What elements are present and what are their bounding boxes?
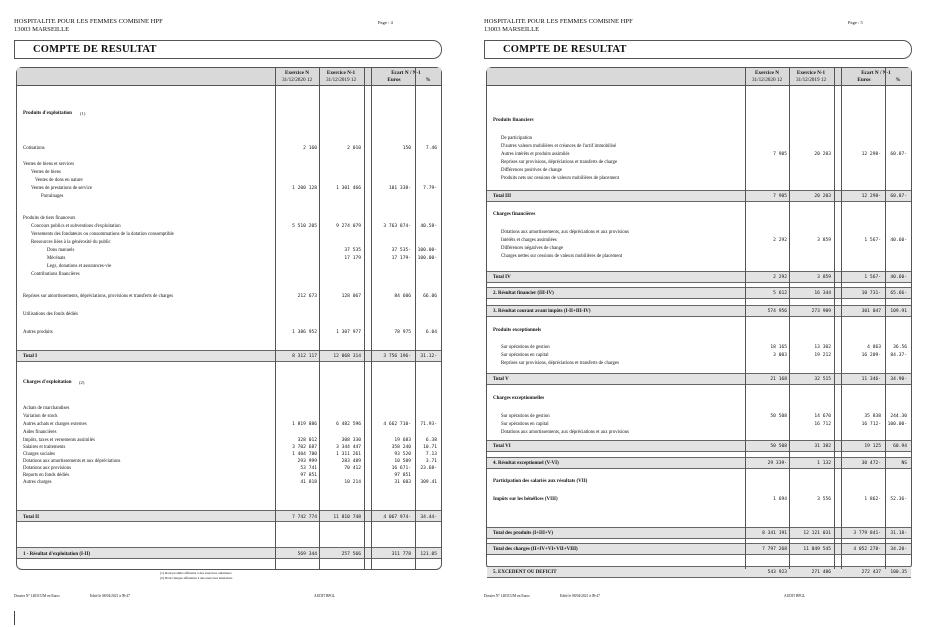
page-number: Page : 5: [848, 20, 863, 25]
row-label: Ventes de prestations de service: [31, 186, 93, 191]
cell-pct: 40.60-: [890, 275, 907, 280]
cell-n: 97 851: [300, 473, 317, 478]
org-city: 13003 MARSEILLE: [14, 26, 70, 33]
cell-eur: 10 509: [394, 459, 411, 464]
cell-n: 574 956: [767, 309, 787, 314]
column-divider: [789, 68, 790, 569]
cell-pct: 60.94: [893, 444, 907, 449]
cell-n: 1 404 780: [292, 452, 317, 457]
row-label: Charges d'exploitation: [23, 380, 72, 385]
page-number: Page : 4: [378, 20, 393, 25]
cell-pct: 31.12-: [420, 354, 437, 359]
row-label: Total IV: [493, 275, 511, 280]
row-label: Utilisations des fonds dédiés: [23, 312, 79, 317]
row-label: Produits d'exploitation: [23, 111, 72, 116]
cell-eur: 16 712-: [861, 422, 881, 427]
row-label: Reprises sur provisions, dépréciations et transferts de charge: [501, 160, 618, 165]
row-label: Autres achats et charges externes: [23, 422, 87, 427]
cell-n: 5 612: [773, 291, 787, 296]
cell-n1: 17 179: [344, 256, 361, 261]
column-divider: [371, 68, 372, 569]
cell-n: 1 694: [773, 497, 787, 502]
cell-eur: 16 209-: [861, 353, 881, 358]
cell-pct: 6.04: [425, 330, 437, 335]
cell-n: 2 292: [773, 238, 787, 243]
footer-dossier: Dossier N° 1405CUM en Euros: [484, 594, 530, 598]
cell-n1: 271 486: [811, 570, 831, 575]
cell-pct: 66.06: [423, 294, 437, 299]
cell-eur: 1 862-: [864, 497, 881, 502]
cell-eur: 4 052 278-: [853, 547, 881, 552]
row-label: Reprises sur provisions, dépréciations et transferts de charges: [501, 361, 619, 366]
cell-eur: 4 863: [867, 345, 881, 350]
col-ex-n: Exercice N: [755, 70, 779, 76]
org-city: 13003 MARSEILLE: [484, 26, 540, 33]
cell-n: 3 702 687: [292, 445, 317, 450]
row-label: D'autres valeurs mobilières et créances de l'actif immobilisé: [501, 144, 617, 149]
column-divider: [275, 68, 276, 569]
cell-n1: 128 067: [341, 294, 361, 299]
cell-n: 7 905: [773, 194, 787, 199]
cell-pct: 7.46: [425, 146, 437, 151]
cell-n1: 1 301 466: [336, 186, 361, 191]
row-label: Total I: [23, 354, 38, 359]
cell-pct: 34.90-: [890, 377, 907, 382]
total-band: [17, 350, 441, 362]
row-label: Total VI: [493, 444, 511, 449]
cell-pct: 65.66-: [890, 291, 907, 296]
cell-n1: 11 810 748: [333, 515, 361, 520]
cell-eur: 12 298-: [861, 152, 881, 157]
cell-pct: NS: [901, 461, 907, 466]
cell-n1: 3 859: [817, 275, 831, 280]
cell-n1: 70 412: [344, 466, 361, 471]
cell-eur: 78 975: [394, 330, 411, 335]
cell-eur: 97 851: [394, 473, 411, 478]
cell-pct: 244.30: [890, 414, 907, 419]
cell-n: 8 341 191: [762, 531, 787, 536]
cell-n: 7 797 268: [762, 547, 787, 552]
cell-pct: 71.93-: [420, 422, 437, 427]
org-name: HOSPITALITE POUR LES FEMMES COMBINE HPF: [14, 18, 163, 25]
row-label: De participation: [501, 136, 533, 141]
col-euros: Euros: [857, 77, 871, 83]
row-label: Parrainages: [41, 194, 64, 199]
col-ex-n-date: 31/12/2020 12: [751, 77, 783, 83]
footnote-2: (2) Dont charges afférentes à des exercices antérieurs: [160, 576, 233, 580]
row-label: 5. EXCEDENT OU DEFICIT: [493, 570, 557, 575]
column-divider: [364, 68, 365, 569]
cell-eur: 19 683: [394, 438, 411, 443]
cell-pct: 100.00-: [887, 422, 907, 427]
row-label: Dotations aux amortissements et aux dépréciations: [23, 459, 121, 464]
row-label: Sur opérations de gestion: [501, 345, 550, 350]
cell-eur: 30 472-: [861, 461, 881, 466]
row-label: Total III: [493, 194, 512, 199]
footnote-1: (1) Dont produits afférents à des exercices antérieurs: [160, 571, 232, 575]
cell-n: 2 160: [303, 146, 317, 151]
row-label: Reports en fonds dédiés: [23, 473, 69, 478]
cell-n: 3 003: [773, 353, 787, 358]
cell-n: 1 200 128: [292, 186, 317, 191]
row-label: Intérêts et charges assimilées: [501, 238, 557, 243]
footer-dossier: Dossier N° 1405CUM en Euros: [14, 594, 60, 598]
row-label: Dotations aux amortissements, aux dépréciations et aux provisions: [501, 430, 629, 435]
cell-n: 21 168: [770, 377, 787, 382]
cell-n: 1 819 886: [292, 422, 317, 427]
table-header: [487, 68, 911, 86]
cell-eur: 3 756 196-: [383, 354, 411, 359]
cell-n1: 9 274 079: [336, 224, 361, 229]
col-pct: %: [895, 77, 901, 83]
statement-page-left: [14, 0, 469, 600]
cell-pct: 23.68-: [420, 466, 437, 471]
cell-n1: 283 489: [341, 459, 361, 464]
row-label: Achats de marchandises: [23, 406, 70, 411]
row-label: Autres charges: [23, 480, 52, 485]
cell-n1: 257 566: [341, 552, 361, 557]
cell-pct: 10.71: [423, 445, 437, 450]
cell-n: 1 386 952: [292, 330, 317, 335]
total-band: [487, 190, 911, 202]
column-divider: [841, 68, 842, 569]
page-title: COMPTE DE RESULTAT: [503, 44, 627, 55]
cell-pct: 60.87-: [890, 194, 907, 199]
cell-eur: 35 838: [864, 414, 881, 419]
footer-edition: Edité le 08/04/2021 à 09:47: [90, 594, 130, 598]
column-divider: [834, 68, 835, 569]
row-label: Différences positives de change: [501, 168, 563, 173]
col-ex-n: Exercice N: [285, 70, 309, 76]
org-name: HOSPITALITE POUR LES FEMMES COMBINE HPF: [484, 18, 633, 25]
row-label: Aides financières: [23, 430, 57, 435]
row-label: Variation de stock: [23, 414, 58, 419]
row-label: Total V: [493, 377, 509, 382]
cell-eur: 17 179-: [391, 256, 411, 261]
footer-auditor: AUDIT BPGL: [314, 594, 336, 598]
cell-n1: 6 482 596: [336, 422, 361, 427]
row-label: Ventes de dons en nature: [35, 178, 83, 183]
cell-pct: 34.20-: [890, 547, 907, 552]
cell-eur: 311 778: [391, 552, 411, 557]
row-label: Versements des fondateurs ou consommations de la dotation consomptible: [31, 232, 174, 237]
col-ecart: Ecart N / N-1: [861, 70, 891, 76]
cell-n: 8 312 117: [292, 354, 317, 359]
cell-n: 29 339-: [767, 461, 787, 466]
column-divider: [415, 68, 416, 569]
cell-eur: 4 067 974-: [383, 515, 411, 520]
row-label: Dons manuels: [47, 248, 75, 253]
cell-eur: 10 731-: [861, 291, 881, 296]
total-band: [487, 271, 911, 283]
cell-eur: 101 338-: [388, 186, 411, 191]
row-label: Dotations aux amortissements, aux dépréciations et aux provisions: [501, 230, 629, 235]
cell-n1: 19 212: [814, 353, 831, 358]
cell-n1: 16 712: [814, 422, 831, 427]
row-label: 2. Résultat financier (III-IV): [493, 291, 554, 296]
cell-eur: 3 763 874-: [383, 224, 411, 229]
cell-eur: 272 437: [861, 570, 881, 575]
row-label: Legs, donations et assurances-vie: [47, 264, 112, 269]
cell-n: 53 741: [300, 466, 317, 471]
cell-n: 569 344: [297, 552, 317, 557]
cell-pct: 100.00-: [417, 248, 437, 253]
row-label: Charges nettes sur cessions de valeurs mobilières de placement: [501, 254, 623, 259]
cell-pct: 34.44-: [420, 515, 437, 520]
row-label: Participation des salariés aux résultats (VII): [493, 479, 588, 484]
cell-pct: 100.35: [890, 570, 907, 575]
row-label: Salaires et traitements: [23, 445, 66, 450]
column-divider: [885, 68, 886, 569]
column-divider: [745, 68, 746, 569]
cell-n1: 1 311 261: [336, 452, 361, 457]
cell-eur: 37 535-: [391, 248, 411, 253]
cell-n1: 2 010: [347, 146, 361, 151]
row-label: Reprises sur amortissements, dépréciations, provisions et transferts de charges: [23, 294, 174, 299]
cell-n: 50 508: [770, 414, 787, 419]
col-ex-n1: Exercice N-1: [796, 70, 826, 76]
row-label: Mécénats: [47, 256, 66, 261]
cell-n1: 3 344 447: [336, 445, 361, 450]
row-label: Sur opérations de gestion: [501, 414, 550, 419]
row-label: Produits de tiers financeurs: [23, 216, 76, 221]
title-box: [484, 40, 912, 59]
cell-eur: 31 603: [394, 480, 411, 485]
row-label: Contributions financières: [31, 272, 80, 277]
cell-n: 7 905: [773, 152, 787, 157]
row-label: Produits nets sur cessions de valeurs mobilières de placement: [501, 176, 620, 181]
cell-n1: 10 214: [344, 480, 361, 485]
cell-n1: 1 307 977: [336, 330, 361, 335]
cell-eur: 84 606: [394, 294, 411, 299]
total-band: [487, 440, 911, 452]
cell-pct: 7.79-: [423, 186, 437, 191]
cell-n: 18 165: [770, 345, 787, 350]
cell-eur: 12 298-: [861, 194, 881, 199]
cell-n1: 3 859: [817, 238, 831, 243]
footer-edition: Edité le 08/04/2021 à 09:47: [560, 594, 600, 598]
cell-n1: 32 515: [814, 377, 831, 382]
cell-n1: 20 203: [814, 152, 831, 157]
cell-n1: 12 121 031: [803, 531, 831, 536]
cell-pct: 309.41: [420, 480, 437, 485]
cell-eur: 301 047: [861, 309, 881, 314]
total-band: [17, 510, 441, 522]
cell-n1: 16 344: [814, 291, 831, 296]
cell-n1: 14 670: [814, 414, 831, 419]
row-label: Total des produits (I+III+V): [493, 531, 554, 536]
footer-auditor: AUDIT BPGL: [784, 594, 806, 598]
cell-eur: 93 520: [394, 452, 411, 457]
note-ref: (1): [80, 111, 86, 116]
cell-n: 41 818: [300, 480, 317, 485]
cell-n1: 273 909: [811, 309, 831, 314]
cell-pct: 31.18-: [890, 531, 907, 536]
row-label: Sur opérations en capital: [501, 353, 549, 358]
row-label: Autres intérêts et produits assimilés: [501, 152, 570, 157]
cell-n: 293 999: [297, 459, 317, 464]
cell-pct: 52.36-: [890, 497, 907, 502]
cell-n: 212 673: [297, 294, 317, 299]
row-label: Autres produits: [23, 330, 53, 335]
col-euros: Euros: [387, 77, 401, 83]
row-label: Sur opérations en capital: [501, 422, 549, 427]
page-title: COMPTE DE RESULTAT: [33, 44, 157, 55]
cell-n1: 31 382: [814, 444, 831, 449]
row-label: Charges sociales: [23, 452, 56, 457]
row-label: Ventes de biens: [31, 170, 61, 175]
cell-n: 50 508: [770, 444, 787, 449]
col-ex-n1: Exercice N-1: [326, 70, 356, 76]
row-label: Dotations aux provisions: [23, 466, 71, 471]
row-label: Total des charges (II+IV+VI+VII+VIII): [493, 547, 578, 552]
cell-pct: 3.71: [425, 459, 437, 464]
cell-pct: 60.87-: [890, 152, 907, 157]
cell-eur: 1 567-: [864, 238, 881, 243]
col-ex-n-date: 31/12/2020 12: [281, 77, 313, 83]
cell-n: 7 742 774: [292, 515, 317, 520]
cell-pct: 40.58-: [420, 224, 437, 229]
row-label: Cotisations: [23, 146, 45, 151]
cell-pct: 121.05: [420, 552, 437, 557]
statement-table: [486, 67, 912, 575]
cell-n: 2 292: [773, 275, 787, 280]
cell-eur: 358 240: [391, 445, 411, 450]
row-label: Total II: [23, 515, 40, 520]
cell-eur: 4 662 710-: [383, 422, 411, 427]
cell-pct: 84.37-: [890, 353, 907, 358]
cell-n: 5 510 205: [292, 224, 317, 229]
cell-pct: 40.60-: [890, 238, 907, 243]
row-label: Impôts, taxes et versements assimilés: [23, 438, 95, 443]
col-ecart: Ecart N / N-1: [391, 70, 421, 76]
column-divider: [319, 68, 320, 569]
cell-n1: 37 535: [344, 248, 361, 253]
cell-n1: 20 203: [814, 194, 831, 199]
table-header: [17, 68, 441, 86]
cell-eur: 19 125: [864, 444, 881, 449]
cell-n1: 12 068 314: [333, 354, 361, 359]
row-label: Impôts sur les bénéfices (VIII): [493, 497, 558, 502]
row-label: 4. Résultat exceptionnel (V-VI): [493, 461, 559, 466]
cell-pct: 36.56: [893, 345, 907, 350]
cell-eur: 16 671-: [391, 466, 411, 471]
cell-n1: 1 132: [817, 461, 831, 466]
cell-eur: 1 567-: [864, 275, 881, 280]
cell-pct: 100.00-: [417, 256, 437, 261]
row-label: Produits exceptionnels: [493, 328, 542, 333]
cell-n1: 3 556: [817, 497, 831, 502]
total-band: [487, 373, 911, 385]
row-label: Produits financiers: [493, 118, 534, 123]
statement-page-right: [484, 0, 939, 600]
row-label: 1 - Résultat d'exploitation (I-II): [23, 552, 91, 557]
cell-n1: 13 302: [814, 345, 831, 350]
row-label: Charges exceptionnelles: [493, 396, 545, 401]
cell-n1: 11 849 545: [803, 547, 831, 552]
cell-eur: 11 346-: [861, 377, 881, 382]
cell-pct: 109.91: [890, 309, 907, 314]
col-pct: %: [425, 77, 431, 83]
text-cursor: [14, 611, 15, 625]
row-label: Ressources liées à la générosité du public: [31, 240, 111, 245]
row-label: 3. Résultat courant avant impôts (I-II+III-IV): [493, 309, 591, 314]
cell-pct: 6.38: [425, 438, 437, 443]
cell-n: 543 923: [767, 570, 787, 575]
row-label: Concours publics et subventions d'exploitation: [31, 224, 121, 229]
cell-n: 328 012: [297, 438, 317, 443]
cell-pct: 7.13: [425, 452, 437, 457]
row-label: Ventes de biens et services: [23, 162, 75, 167]
cell-eur: 3 779 841-: [853, 531, 881, 536]
note-ref: (2): [79, 380, 85, 385]
col-ex-n1-date: 31/12/2019 12: [795, 77, 827, 83]
cell-eur: 150: [402, 146, 411, 151]
row-label: Différences négatives de change: [501, 246, 564, 251]
cell-n1: 308 330: [341, 438, 361, 443]
row-label: Charges financières: [493, 212, 536, 217]
title-box: [14, 40, 442, 59]
col-ex-n1-date: 31/12/2019 12: [325, 77, 357, 83]
statement-table: [16, 67, 442, 570]
